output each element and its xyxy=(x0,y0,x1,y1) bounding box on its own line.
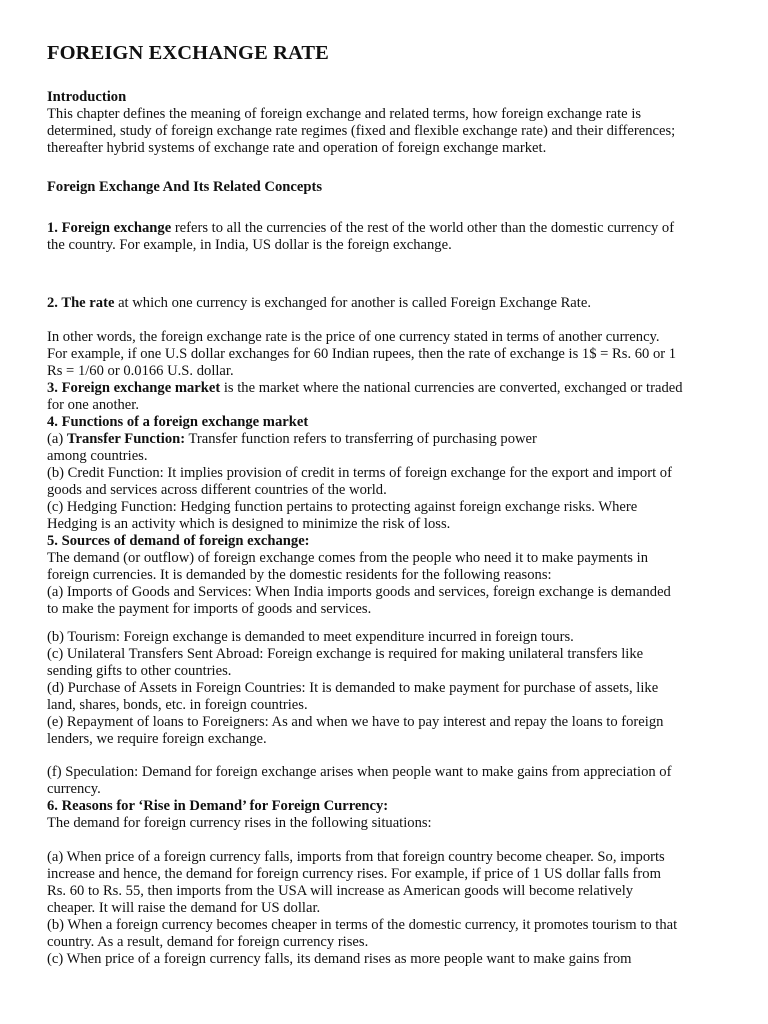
paragraph-line: goods and services across different countries of the world. xyxy=(47,482,387,498)
intro-heading: Introduction xyxy=(47,89,127,105)
reasons-block xyxy=(47,849,727,968)
paragraph-line: lenders, we require foreign exchange. xyxy=(47,731,267,747)
paragraph-line: The demand for foreign currency rises in the following situations: xyxy=(47,815,432,831)
paragraph-line: increase and hence, the demand for foreign currency rises. For example, if price of 1 US dollar falls from xyxy=(47,866,661,882)
paragraph-line: Hedging is an activity which is designed to minimize the risk of loss. xyxy=(47,516,451,532)
paragraph-line: (a) Transfer Function: Transfer function refers to transferring of purchasing power xyxy=(47,431,537,447)
sources-continued-block xyxy=(47,629,727,748)
paragraph-line: (c) When price of a foreign currency falls, its demand rises as more people want to make gains from xyxy=(47,951,632,967)
paragraph-line: currency. xyxy=(47,781,101,797)
reasons-heading: 6. Reasons for ‘Rise in Demand’ for Foreign Currency: xyxy=(47,798,389,814)
paragraph-line: 1. Foreign exchange refers to all the currencies of the rest of the world other than the domestic currency of xyxy=(47,220,675,236)
paragraph-line: (b) Credit Function: It implies provision of credit in terms of foreign exchange for the export and import of xyxy=(47,465,672,481)
paragraph-line: to make the payment for imports of goods and services. xyxy=(47,601,372,617)
concepts-heading: Foreign Exchange And Its Related Concepts xyxy=(47,179,322,195)
paragraph-line: In other words, the foreign exchange rate is the price of one currency stated in terms of another currency. xyxy=(47,329,660,345)
intro-line: determined, study of foreign exchange rate regimes (fixed and flexible exchange rate) and their differences; xyxy=(47,123,676,139)
paragraph-line: land, shares, bonds, etc. in foreign countries. xyxy=(47,697,308,713)
paragraph-line: (d) Purchase of Assets in Foreign Countries: It is demanded to make payment for purchase of assets, like xyxy=(47,680,659,696)
introduction-section xyxy=(47,89,727,157)
paragraph-line: (a) Imports of Goods and Services: When India imports goods and services, foreign exchange is demanded xyxy=(47,584,671,600)
intro-line: This chapter defines the meaning of foreign exchange and related terms, how foreign exchange rate is xyxy=(47,106,642,122)
paragraph-line: Rs = 1/60 or 0.0166 U.S. dollar. xyxy=(47,363,234,379)
paragraph-line: (c) Hedging Function: Hedging function pertains to protecting against foreign exchange risks. Where xyxy=(47,499,638,515)
paragraph-line: country. As a result, demand for foreign currency rises. xyxy=(47,934,369,950)
foreign-exchange-definition xyxy=(47,220,727,254)
paragraph-line: for one another. xyxy=(47,397,139,413)
paragraph-line: the country. For example, in India, US dollar is the foreign exchange. xyxy=(47,237,452,253)
paragraph-line: (a) When price of a foreign currency falls, imports from that foreign country become cheaper. So, imports xyxy=(47,849,665,865)
paragraph-line: foreign currencies. It is demanded by the domestic residents for the following reasons: xyxy=(47,567,552,583)
paragraph-line: (b) Tourism: Foreign exchange is demanded to meet expenditure incurred in foreign tours. xyxy=(47,629,574,645)
exchange-rate-definition xyxy=(47,295,727,312)
paragraph-line: (f) Speculation: Demand for foreign exchange arises when people want to make gains from appreciation of xyxy=(47,764,672,780)
intro-line: thereafter hybrid systems of exchange rate and operation of foreign exchange market. xyxy=(47,140,547,156)
speculation-block xyxy=(47,764,727,832)
paragraph-line: cheaper. It will raise the demand for US dollar. xyxy=(47,900,321,916)
paragraph-line: 3. Foreign exchange market is the market where the national currencies are converted, exchanged or traded xyxy=(47,380,683,396)
paragraph-line: The demand (or outflow) of foreign exchange comes from the people who need it to make payments in xyxy=(47,550,648,566)
paragraph-line: (e) Repayment of loans to Foreigners: As and when we have to pay interest and repay the loans to foreign xyxy=(47,714,664,730)
paragraph-line: 2. The rate at which one currency is exchanged for another is called Foreign Exchange Rate. xyxy=(47,295,591,311)
main-body-block xyxy=(47,329,727,618)
document-title: FOREIGN EXCHANGE RATE xyxy=(47,42,329,64)
paragraph-line: among countries. xyxy=(47,448,148,464)
sources-heading: 5. Sources of demand of foreign exchange: xyxy=(47,533,310,549)
functions-heading: 4. Functions of a foreign exchange market xyxy=(47,414,309,430)
paragraph-line: Rs. 60 to Rs. 55, then imports from the USA will increase as American goods will become relatively xyxy=(47,883,634,899)
paragraph-line: For example, if one U.S dollar exchanges for 60 Indian rupees, then the rate of exchange is 1$ = Rs. 60 or 1 xyxy=(47,346,677,362)
paragraph-line: (c) Unilateral Transfers Sent Abroad: Foreign exchange is required for making unilateral transfers like xyxy=(47,646,644,662)
paragraph-line: (b) When a foreign currency becomes cheaper in terms of the domestic currency, it promotes tourism to that xyxy=(47,917,678,933)
paragraph-line: sending gifts to other countries. xyxy=(47,663,232,679)
